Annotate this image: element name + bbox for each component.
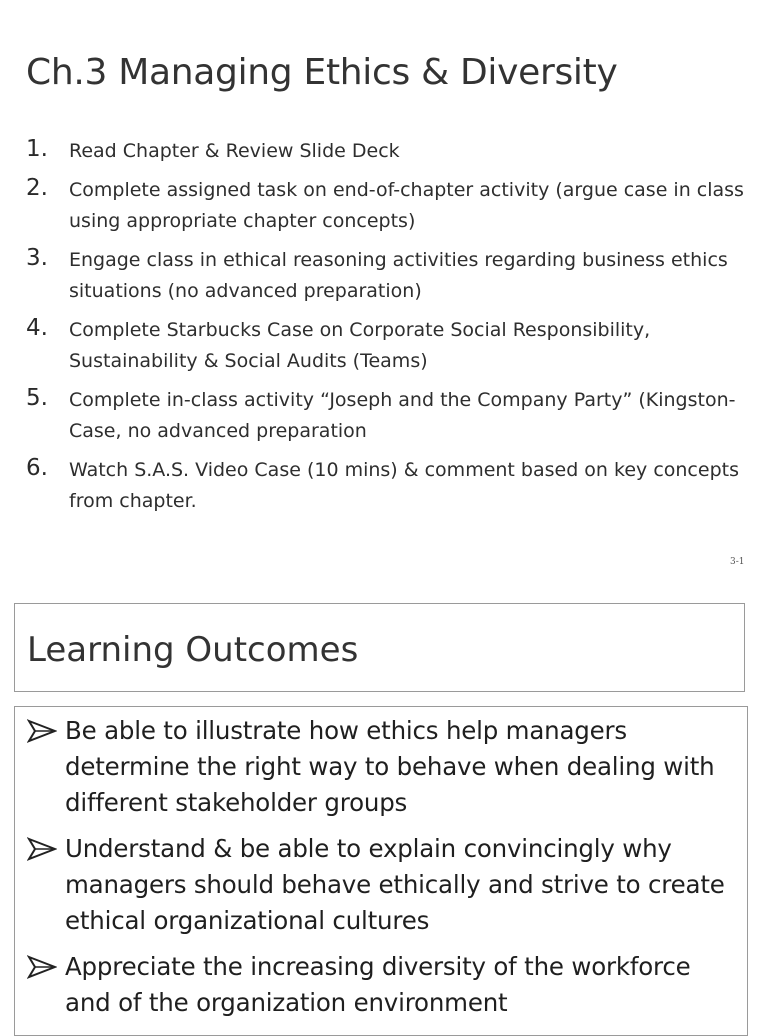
item-text: Complete Starbucks Case on Corporate Social Responsibility, Sustainability & Social Audits (Teams) [69,319,651,372]
item-text: Engage class in ethical reasoning activities regarding business ethics situations (no advanced preparation) [69,249,728,302]
outcome-text: Understand & be able to explain convincingly why managers should behave ethically and strive to create ethical organizational cultures [65,834,725,935]
item-number: 2. [26,175,48,201]
list-item [26,136,746,167]
arrow-bullet-icon [27,719,57,743]
item-number: 6. [26,455,48,481]
list-item [25,949,743,1021]
item-number: 3. [26,245,48,271]
list-item [25,831,743,939]
list-item [26,315,746,377]
outcomes-box [14,706,748,1036]
title-box [14,603,745,692]
item-text: Read Chapter & Review Slide Deck [69,140,400,162]
list-item [25,713,743,821]
slide-title: Ch.3 Managing Ethics & Diversity [26,52,618,93]
item-number: 4. [26,315,48,341]
item-text: Complete in-class activity “Joseph and the Company Party” (Kingston-Case, no advanced preparation [69,389,736,442]
outcome-text: Appreciate the increasing diversity of the workforce and of the organization environment [65,952,691,1017]
slide-number: 3-1 [730,557,745,567]
outcomes-list [25,713,743,1031]
item-number: 1. [26,136,48,162]
section-title: Learning Outcomes [27,630,359,670]
list-item [26,245,746,307]
outcome-text: Be able to illustrate how ethics help managers determine the right way to behave when dealing with different stakeholder groups [65,716,715,817]
item-number: 5. [26,385,48,411]
list-item [26,385,746,447]
task-list [26,136,746,525]
item-text: Complete assigned task on end-of-chapter activity (argue case in class using appropriate chapter concepts) [69,179,744,232]
list-item [26,455,746,517]
item-text: Watch S.A.S. Video Case (10 mins) & comment based on key concepts from chapter. [69,459,739,512]
list-item [26,175,746,237]
arrow-bullet-icon [27,955,57,979]
arrow-bullet-icon [27,837,57,861]
